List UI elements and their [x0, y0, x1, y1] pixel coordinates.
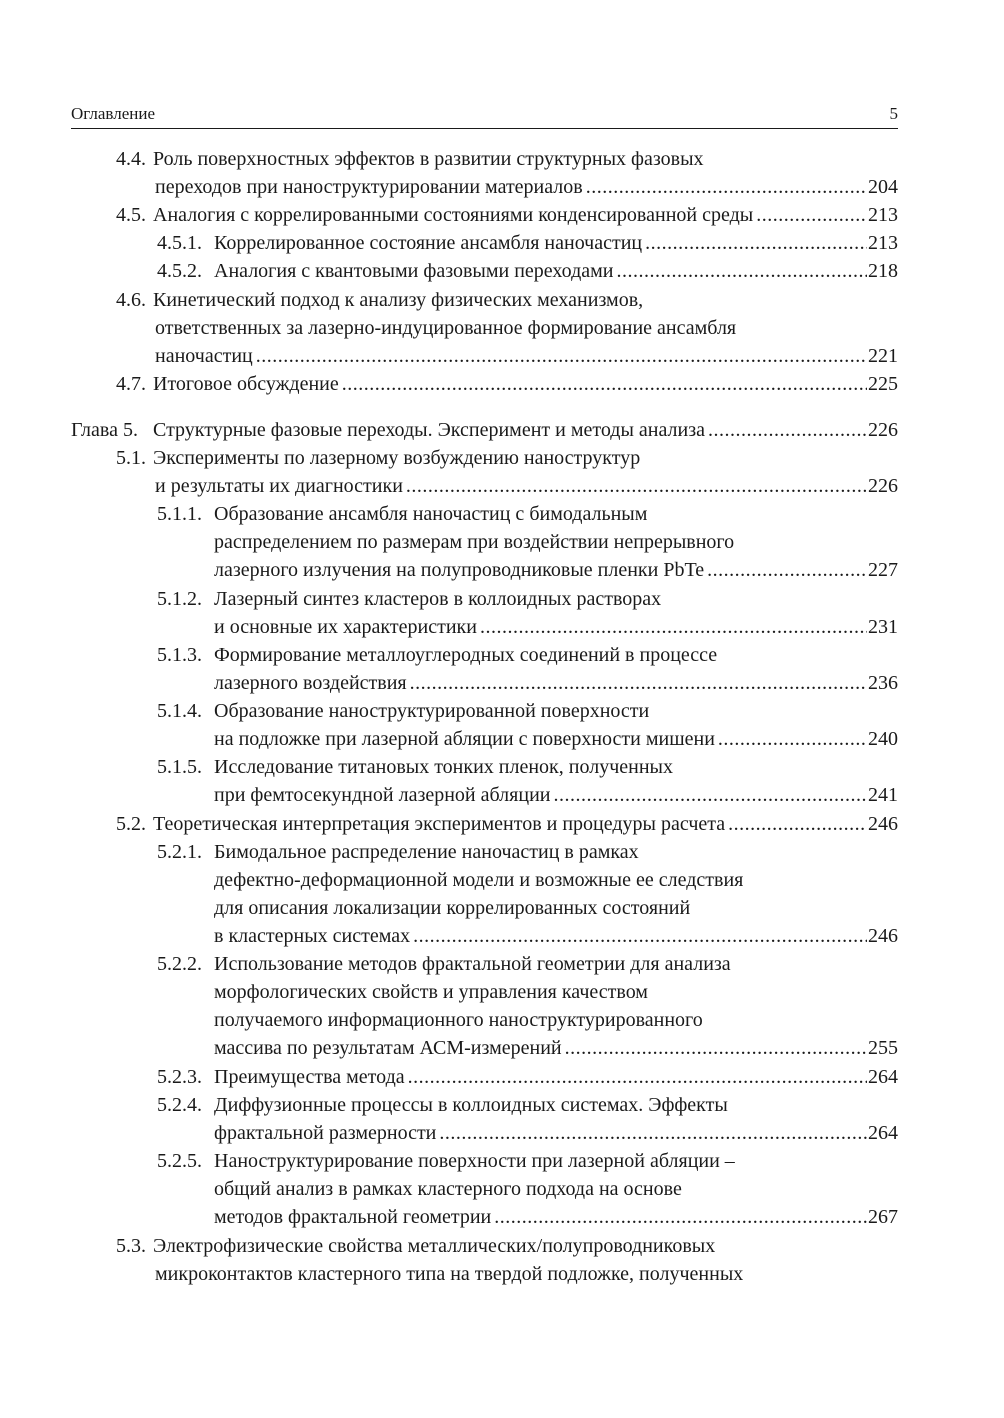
entry-last-line — [214, 669, 898, 697]
toc-entry-5-2-4[interactable] — [157, 1091, 898, 1147]
entry-title-line: получаемого информационного наноструктурированного — [214, 1009, 703, 1031]
toc-entry-5-2[interactable] — [116, 810, 898, 838]
entry-title-line: морфологических свойств и управления качеством — [214, 981, 648, 1003]
entry-title-line: для описания локализации коррелированных состояний — [214, 897, 691, 919]
toc-entry-5-2-3[interactable] — [157, 1063, 898, 1091]
toc-entry-5-1-3[interactable] — [157, 641, 898, 697]
entry-number: 5.1.2. — [157, 588, 202, 610]
dot-leader — [756, 201, 867, 229]
entry-number: 5.1.5. — [157, 756, 202, 778]
dot-leader — [256, 342, 867, 370]
entry-last-line — [153, 370, 898, 398]
entry-number: 5.1. — [116, 447, 146, 469]
entry-title-line: и основные их характеристики — [214, 616, 477, 638]
entry-title-line: Аналогия с квантовыми фазовыми переходами — [214, 260, 614, 282]
dot-leader — [616, 257, 867, 285]
entry-title-line: фрактальной размерности — [214, 1122, 437, 1144]
entry-title-line: Структурные фазовые переходы. Эксперимент и методы анализа — [153, 419, 705, 441]
entry-last-line — [214, 556, 898, 584]
entry-page-number: 231 — [868, 616, 898, 638]
entry-page-number: 218 — [868, 260, 898, 282]
entry-number: 4.5.1. — [157, 232, 202, 254]
dot-leader — [342, 370, 867, 398]
entry-number: 4.5.2. — [157, 260, 202, 282]
entry-title-line: Диффузионные процессы в коллоидных системах. Эффекты — [214, 1094, 728, 1116]
entry-title-line: Образование ансамбля наночастиц с бимодальным — [214, 503, 648, 525]
toc-chapter-5[interactable] — [71, 416, 898, 444]
toc-entry-5-2-1[interactable] — [157, 838, 898, 950]
dot-leader — [728, 810, 867, 838]
entry-last-line — [214, 257, 898, 285]
entry-number: 4.5. — [116, 204, 146, 226]
entry-page-number: 236 — [868, 672, 898, 694]
entry-title-line: Лазерный синтез кластеров в коллоидных растворах — [214, 588, 662, 610]
entry-title-line: общий анализ в рамках кластерного подхода на основе — [214, 1178, 682, 1200]
entry-last-line — [214, 1063, 898, 1091]
entry-title-line: наночастиц — [155, 345, 253, 367]
entry-page-number: 264 — [868, 1122, 898, 1144]
entry-title-line: Бимодальное распределение наночастиц в рамках — [214, 841, 639, 863]
entry-page-number: 246 — [868, 925, 898, 947]
entry-number: 4.6. — [116, 289, 146, 311]
entry-title-line: Наноструктурирование поверхности при лазерной абляции – — [214, 1150, 735, 1172]
chapter-number: Глава 5. — [71, 419, 138, 441]
entry-title-line: Преимущества метода — [214, 1066, 405, 1088]
entry-page-number: 213 — [868, 204, 898, 226]
entry-title-line: ответственных за лазерно-индуцированное формирование ансамбля — [155, 317, 737, 339]
page-number: 5 — [889, 104, 898, 123]
entry-title-line: Электрофизические свойства металлических/полупроводниковых — [153, 1235, 716, 1257]
entry-last-line — [214, 229, 898, 257]
toc-entry-4-7[interactable] — [116, 370, 898, 398]
entry-last-line — [214, 1119, 898, 1147]
entry-title-line: на подложке при лазерной абляции с поверхности мишени — [214, 728, 715, 750]
entry-page-number: 246 — [868, 813, 898, 835]
toc-entry-5-1-2[interactable] — [157, 585, 898, 641]
entry-title-line: Кинетический подход к анализу физических механизмов, — [153, 289, 644, 311]
entry-number: 5.1.4. — [157, 700, 202, 722]
entry-number: 4.4. — [116, 148, 146, 170]
entry-number: 5.2.5. — [157, 1150, 202, 1172]
entry-title-line: Эксперименты по лазерному возбуждению наноструктур — [153, 447, 641, 469]
entry-number: 5.2.1. — [157, 841, 202, 863]
dot-leader — [413, 922, 867, 950]
dot-leader — [586, 173, 867, 201]
entry-page-number: 221 — [868, 345, 898, 367]
entry-title-line: методов фрактальной геометрии — [214, 1206, 492, 1228]
entry-title-line: Формирование металлоуглеродных соединений в процессе — [214, 644, 718, 666]
toc-entry-5-3[interactable] — [116, 1232, 898, 1288]
entry-last-line — [153, 416, 898, 444]
entry-number: 4.7. — [116, 373, 146, 395]
dot-leader — [406, 472, 867, 500]
toc-entry-4-5-1[interactable] — [157, 229, 898, 257]
entry-title-line: Коррелированное состояние ансамбля наночастиц — [214, 232, 643, 254]
entry-page-number: 241 — [868, 784, 898, 806]
entry-last-line — [155, 472, 898, 500]
entry-last-line — [155, 342, 898, 370]
entry-last-line — [214, 1034, 898, 1062]
entry-page-number: 226 — [868, 475, 898, 497]
entry-title-line: Аналогия с коррелированными состояниями конденсированной среды — [153, 204, 754, 226]
entry-page-number: 225 — [868, 373, 898, 395]
entry-number: 5.1.1. — [157, 503, 202, 525]
entry-title-line: лазерного воздействия — [214, 672, 407, 694]
entry-title-line: и результаты их диагностики — [155, 475, 403, 497]
entry-last-line — [155, 173, 898, 201]
entry-page-number: 267 — [868, 1206, 898, 1228]
entry-title-line: дефектно-деформационной модели и возможные ее следствия — [214, 869, 744, 891]
entry-title-line: переходов при наноструктурировании материалов — [155, 176, 583, 198]
entry-title-line: в кластерных системах — [214, 925, 411, 947]
dot-leader — [708, 416, 867, 444]
entry-last-line — [153, 201, 898, 229]
entry-page-number: 227 — [868, 559, 898, 581]
entry-last-line — [214, 725, 898, 753]
entry-page-number: 264 — [868, 1066, 898, 1088]
entry-number: 5.2.2. — [157, 953, 202, 975]
toc-entry-5-1-1[interactable] — [157, 500, 898, 584]
entry-number: 5.2.3. — [157, 1066, 202, 1088]
toc-entry-5-2-5[interactable] — [157, 1147, 898, 1231]
dot-leader — [408, 1063, 867, 1091]
entry-number: 5.2.4. — [157, 1094, 202, 1116]
entry-title-line: массива по результатам АСМ-измерений — [214, 1037, 562, 1059]
entry-page-number: 204 — [868, 176, 898, 198]
dot-leader — [707, 556, 867, 584]
running-head-title: Оглавление — [71, 104, 155, 123]
entry-title-line: при фемтосекундной лазерной абляции — [214, 784, 551, 806]
dot-leader — [553, 781, 867, 809]
toc-entry-4-6[interactable] — [116, 286, 898, 370]
dot-leader — [410, 669, 867, 697]
entry-number: 5.3. — [116, 1235, 146, 1257]
entry-title-line: распределением по размерам при воздействии непрерывного — [214, 531, 735, 553]
toc-entry-5-1-4[interactable] — [157, 697, 898, 753]
entry-title-line: Итоговое обсуждение — [153, 373, 339, 395]
entry-last-line — [153, 810, 898, 838]
entry-last-line — [214, 781, 898, 809]
toc-entry-5-1-5[interactable] — [157, 753, 898, 809]
entry-title-line: Теоретическая интерпретация экспериментов и процедуры расчета — [153, 813, 726, 835]
toc-entry-4-5-2[interactable] — [157, 257, 898, 285]
dot-leader — [480, 613, 867, 641]
dot-leader — [494, 1203, 867, 1231]
dot-leader — [439, 1119, 867, 1147]
toc-entry-4-5[interactable] — [116, 201, 898, 229]
entry-last-line — [214, 1203, 898, 1231]
entry-page-number: 255 — [868, 1037, 898, 1059]
entry-title-line: лазерного излучения на полупроводниковые пленки PbTe — [214, 559, 705, 581]
entry-page-number: 226 — [868, 419, 898, 441]
entry-title-line: Использование методов фрактальной геометрии для анализа — [214, 953, 731, 975]
entry-page-number: 240 — [868, 728, 898, 750]
entry-number: 5.2. — [116, 813, 146, 835]
entry-page-number: 213 — [868, 232, 898, 254]
entry-last-line — [214, 613, 898, 641]
dot-leader — [565, 1034, 867, 1062]
dot-leader — [645, 229, 867, 257]
toc-entry-4-4[interactable] — [116, 145, 898, 201]
toc-entry-5-2-2[interactable] — [157, 950, 898, 1062]
entry-last-line — [214, 922, 898, 950]
dot-leader — [718, 725, 867, 753]
entry-title-line: Образование наноструктурированной поверхности — [214, 700, 650, 722]
entry-title-line: Исследование титановых тонких пленок, полученных — [214, 756, 673, 778]
entry-title-line: Роль поверхностных эффектов в развитии структурных фазовых — [153, 148, 704, 170]
entry-number: 5.1.3. — [157, 644, 202, 666]
entry-title-line: микроконтактов кластерного типа на твердой подложке, полученных — [155, 1263, 744, 1285]
toc-entry-5-1[interactable] — [116, 444, 898, 500]
